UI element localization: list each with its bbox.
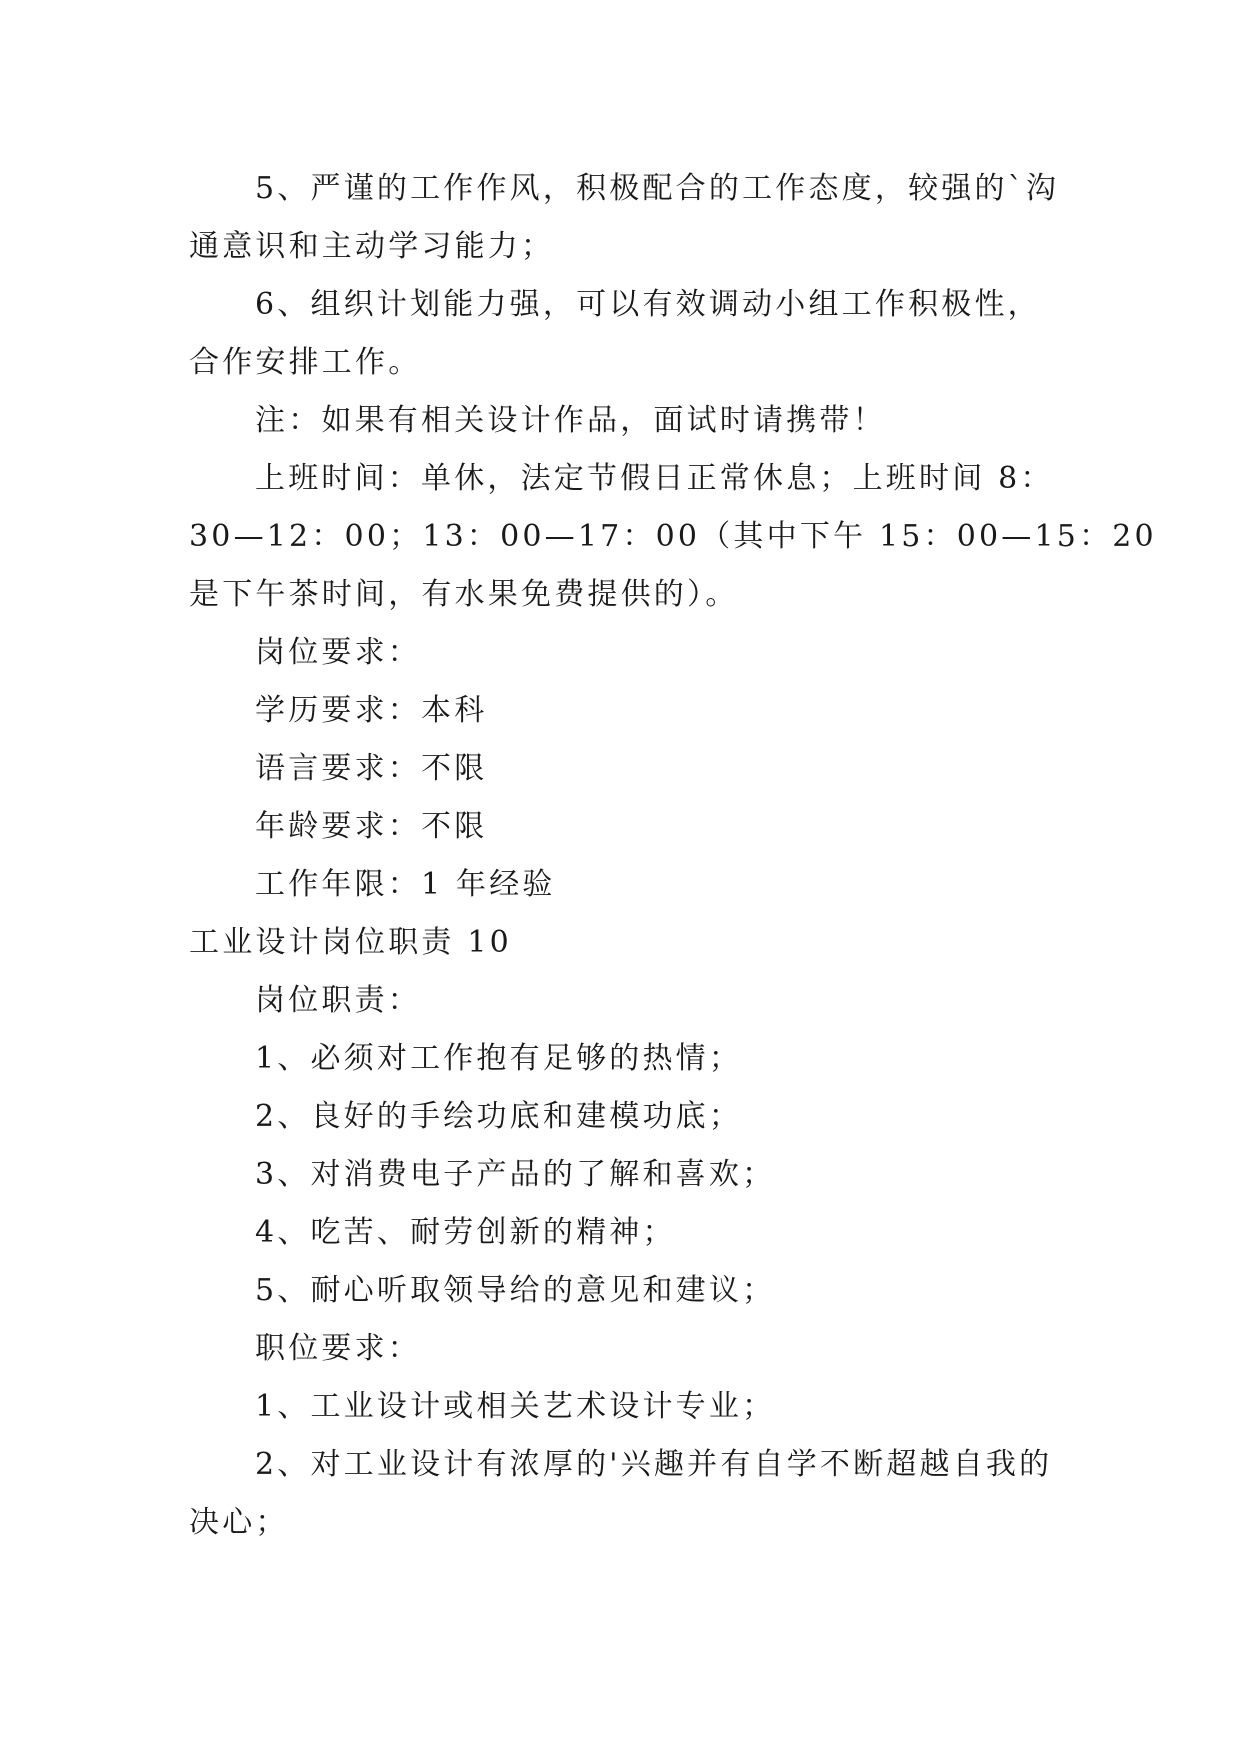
duty-item: 4、吃苦、耐劳创新的精神； bbox=[255, 1215, 676, 1250]
duty-item: 3、对消费电子产品的了解和喜欢； bbox=[255, 1157, 776, 1192]
requirement-item: 决心； bbox=[189, 1505, 289, 1540]
duties-heading: 岗位职责： bbox=[255, 983, 421, 1018]
age-requirement: 年龄要求：不限 bbox=[255, 809, 488, 844]
education-requirement: 学历要求：本科 bbox=[255, 693, 488, 728]
duty-item: 2、良好的手绘功底和建模功底； bbox=[255, 1099, 743, 1134]
paragraph-line: 通意识和主动学习能力； bbox=[189, 229, 555, 264]
work-hours-line: 30—12：00；13：00—17：00（其中下午 15：00—15：20 bbox=[189, 519, 1157, 554]
language-requirement: 语言要求：不限 bbox=[255, 751, 488, 786]
paragraph-line: 合作安排工作。 bbox=[189, 345, 422, 380]
work-hours-line: 上班时间：单休，法定节假日正常休息；上班时间 8： bbox=[255, 461, 1054, 496]
paragraph-line: 5、严谨的工作作风，积极配合的工作态度，较强的`沟 bbox=[255, 171, 1060, 206]
note-line: 注：如果有相关设计作品，面试时请携带！ bbox=[255, 403, 886, 438]
work-hours-line: 是下午茶时间，有水果免费提供的）。 bbox=[189, 577, 739, 612]
section-title: 工业设计岗位职责 10 bbox=[189, 925, 512, 960]
document-body bbox=[189, 160, 1157, 1552]
position-requirements-heading: 职位要求： bbox=[255, 1331, 421, 1366]
experience-requirement: 工作年限：1 年经验 bbox=[255, 867, 556, 902]
requirements-heading: 岗位要求： bbox=[255, 635, 421, 670]
paragraph-line: 6、组织计划能力强，可以有效调动小组工作积极性， bbox=[255, 287, 1041, 322]
requirement-item: 2、对工业设计有浓厚的'兴趣并有自学不断超越自我的 bbox=[255, 1447, 1053, 1482]
requirement-item: 1、工业设计或相关艺术设计专业； bbox=[255, 1389, 776, 1424]
duty-item: 5、耐心听取领导给的意见和建议； bbox=[255, 1273, 776, 1308]
duty-item: 1、必须对工作抱有足够的热情； bbox=[255, 1041, 743, 1076]
